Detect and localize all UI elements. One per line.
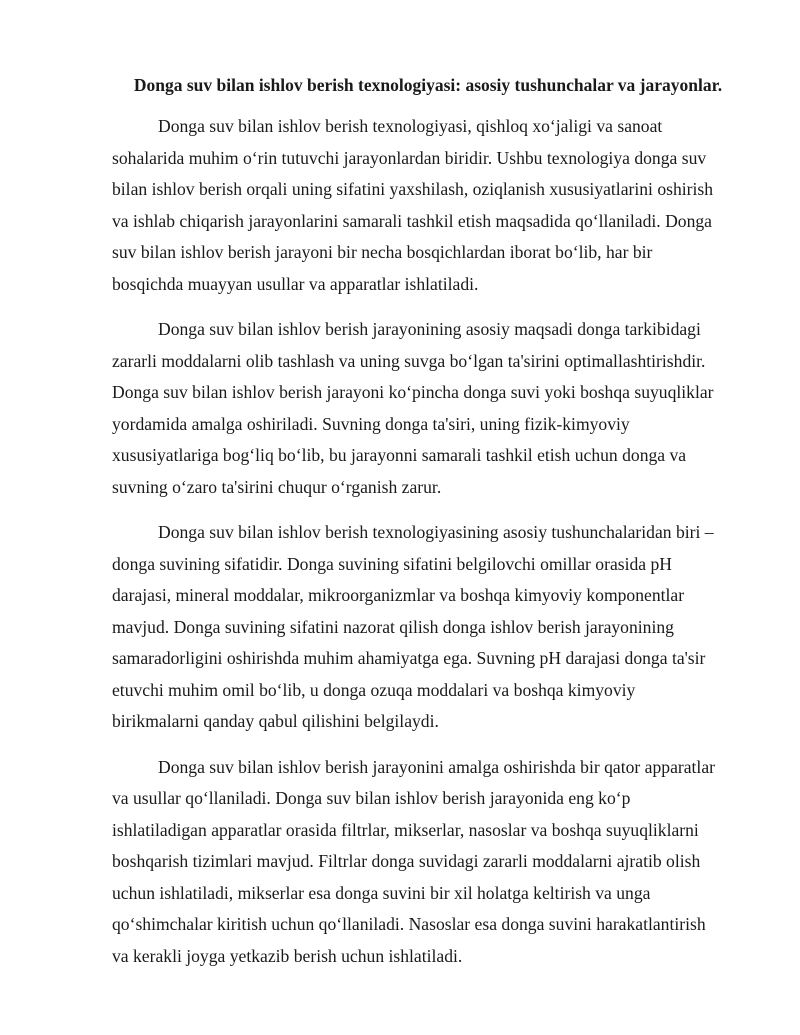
paragraph-line: birikmalarni qanday qabul qilishini belgilaydi. bbox=[112, 711, 439, 731]
document-title: Donga suv bilan ishlov berish texnologiyasi: asosiy tushunchalar va jarayonlar. bbox=[133, 75, 723, 95]
paragraph-line: donga suvining sifatidir. Donga suvining sifatini belgilovchi omillar orasida pH bbox=[112, 553, 672, 574]
paragraph-line: Donga suv bilan ishlov berish texnologiyasining asosiy tushunchalaridan biri – bbox=[158, 522, 714, 542]
paragraph-line: va kerakli joyga yetkazib berish uchun ishlatiladi. bbox=[112, 945, 463, 966]
paragraph-line: Donga suv bilan ishlov berish texnologiyasi, qishloq xo‘jaligi va sanoat bbox=[158, 116, 663, 136]
paragraph-line: darajasi, mineral moddalar, mikroorganizmlar va boshqa kimyoviy komponentlar bbox=[112, 585, 685, 605]
paragraph-line: sohalarida muhim o‘rin tutuvchi jarayonlardan biridir. Ushbu texnologiya donga suv bbox=[112, 147, 707, 168]
paragraph-line: bilan ishlov berish orqali uning sifatini yaxshilash, oziqlanish xususiyatlarini oshirish bbox=[112, 179, 714, 199]
paragraph-line: Donga suv bilan ishlov berish jarayonini amalga oshirishda bir qator apparatlar bbox=[158, 756, 715, 777]
paragraph-line: xususiyatlariga bog‘liq bo‘lib, bu jarayonni samarali tashkil etish uchun donga va bbox=[112, 445, 687, 465]
paragraph-4 bbox=[112, 752, 740, 973]
paragraph-1 bbox=[112, 111, 740, 300]
paragraph-line: va ishlab chiqarish jarayonlarini samarali tashkil etish maqsadida qo‘llaniladi. Donga bbox=[112, 210, 712, 231]
paragraph-line: suvning o‘zaro ta'sirini chuqur o‘rganish zarur. bbox=[112, 476, 442, 497]
paragraph-line: etuvchi muhim omil bo‘lib, u donga ozuqa moddalari va boshqa kimyoviy bbox=[112, 679, 636, 700]
paragraph-line: samaradorligini oshirishda muhim ahamiyatga ega. Suvning pH darajasi donga ta'sir bbox=[112, 648, 706, 668]
paragraph-line: zararli moddalarni olib tashlash va uning suvga bo‘lgan ta'sirini optimallashtirishdir. bbox=[112, 350, 706, 371]
paragraph-line: uchun ishlatiladi, mikserlar esa donga suvini bir xil holatga keltirish va unga bbox=[112, 882, 651, 903]
paragraph-line: Donga suv bilan ishlov berish jarayonining asosiy maqsadi donga tarkibidagi bbox=[158, 319, 701, 339]
paragraph-line: yordamida amalga oshiriladi. Suvning donga ta'siri, uning fizik-kimyoviy bbox=[112, 413, 630, 434]
paragraph-line: bosqichda muayyan usullar va apparatlar ishlatiladi. bbox=[112, 273, 479, 294]
paragraph-line: mavjud. Donga suvining sifatini nazorat qilish donga ishlov berish jarayonining bbox=[112, 616, 674, 637]
paragraph-line: ishlatiladigan apparatlar orasida filtrlar, mikserlar, nasoslar va boshqa suyuqliklarni bbox=[112, 819, 699, 840]
paragraph-line: va usullar qo‘llaniladi. Donga suv bilan ishlov berish jarayonida eng ko‘p bbox=[112, 788, 631, 808]
paragraph-2 bbox=[112, 314, 740, 503]
document-body bbox=[112, 111, 740, 986]
paragraph-line: Donga suv bilan ishlov berish jarayoni ko‘pincha donga suvi yoki boshqa suyuqliklar bbox=[112, 382, 714, 402]
paragraph-line: suv bilan ishlov berish jarayoni bir necha bosqichlardan iborat bo‘lib, har bir bbox=[112, 242, 653, 262]
paragraph-line: qo‘shimchalar kiritish uchun qo‘llaniladi. Nasoslar esa donga suvini harakatlantirish bbox=[112, 914, 706, 934]
paragraph-3 bbox=[112, 517, 740, 738]
paragraph-line: boshqarish tizimlari mavjud. Filtrlar donga suvidagi zararli moddalarni ajratib olish bbox=[112, 851, 701, 871]
